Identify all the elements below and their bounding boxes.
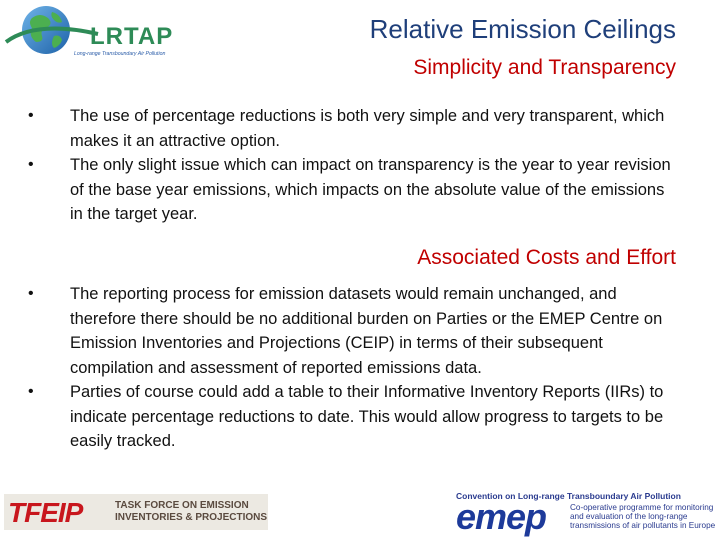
bullet-list-simplicity xyxy=(24,104,680,227)
lrtap-subtext: Long-range Transboundary Air Pollution xyxy=(74,51,166,57)
slide-title: Relative Emission Ceilings xyxy=(369,14,676,44)
section-heading-simplicity: Simplicity and Transparency xyxy=(413,56,676,79)
tfeip-line: INVENTORIES & PROJECTIONS xyxy=(115,512,268,523)
tfeip-subtitle xyxy=(115,500,267,524)
emep-desc-line: Co-operative programme for monitoring xyxy=(570,503,714,512)
bullet-list-costs xyxy=(24,282,680,454)
emep-description xyxy=(570,503,715,531)
bullet-item: • The only slight issue which can impact on transparency is the year to year revision of the base year emissions, which impacts on the absolute value of the emissions in the target year. xyxy=(24,153,680,227)
section-heading-costs: Associated Costs and Effort xyxy=(417,246,676,269)
emep-convention-text: Convention on Long-range Transboundary Air Pollution xyxy=(456,491,681,501)
emep-desc-line: and evaluation of the long-range xyxy=(570,512,688,522)
bullet-item: • The use of percentage reductions is both very simple and very transparent, which makes it an attractive option. xyxy=(24,104,680,153)
bullet-item: • The reporting process for emission datasets would remain unchanged, and therefore there should be no additional burden on Parties or the EMEP Centre on Emission Inventories and Projections (CEIP) in terms of their subsequent compilation and assessment of reported emissions data. xyxy=(24,282,680,380)
lrtap-wordmark: LRTAP xyxy=(90,23,174,50)
tfeip-logo xyxy=(4,494,268,530)
lrtap-logo xyxy=(2,2,192,62)
emep-wordmark: emep xyxy=(456,496,547,537)
bullet-item: • Parties of course could add a table to their Informative Inventory Reports (IIRs) to indicate percentage reductions to date. This would allow progress to targets to be easily tracked. xyxy=(24,380,680,454)
emep-logo xyxy=(456,491,718,537)
emep-desc-line: transmissions of air pollutants in Europe xyxy=(570,521,716,531)
tfeip-wordmark: TFEIP xyxy=(8,497,83,528)
tfeip-line: TASK FORCE ON EMISSION xyxy=(115,500,249,511)
